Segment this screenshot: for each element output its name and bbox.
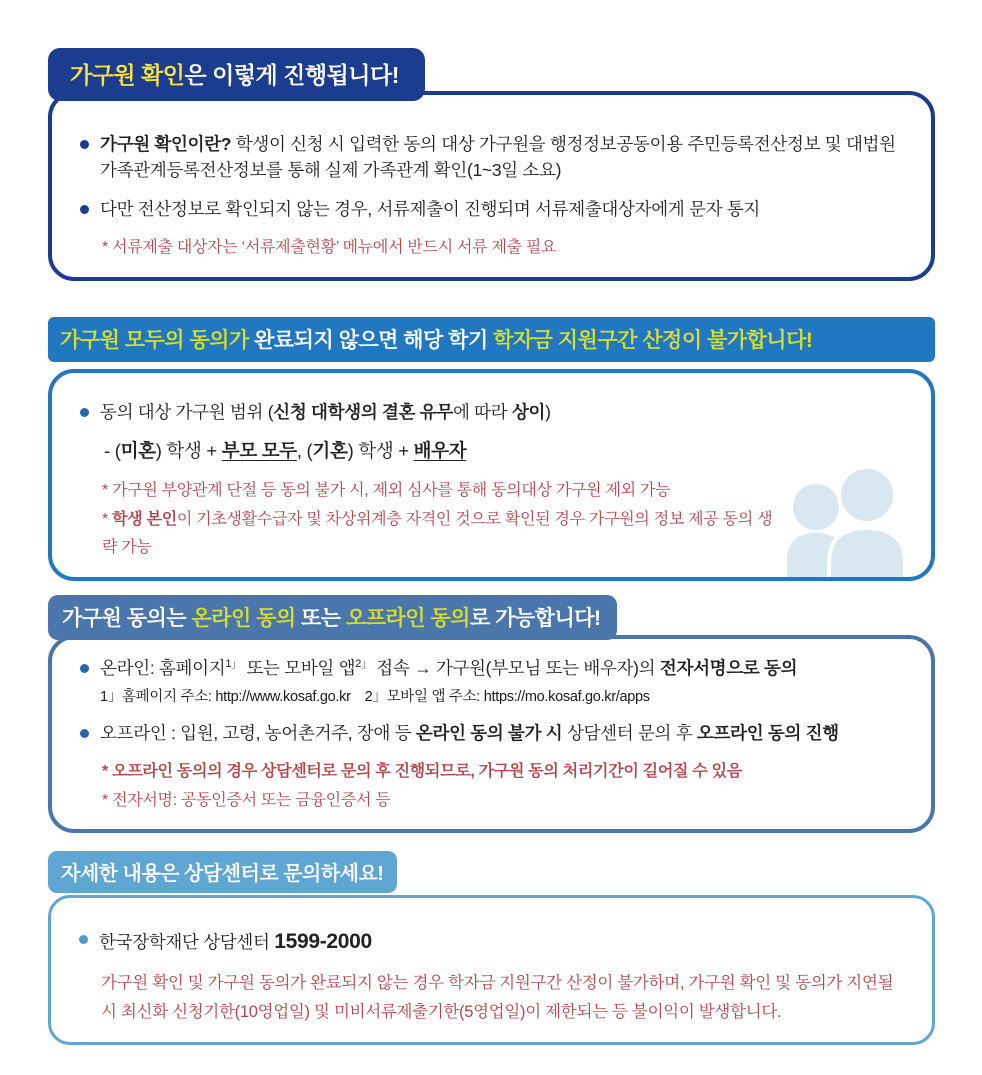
footnote-marker-2: 2」	[355, 657, 372, 670]
text-run: 동의 대상 가구원 범위 (	[100, 401, 274, 422]
text-run: 학생이 신청 시 입력한 동의 대상 가구원을 행정정보공동이용 주민등록전산정보 및 대법원 가족관계등록전산정보를 통해 실제 가족관계 확인(1~3일 소요)	[100, 134, 896, 181]
bold-run: 신청 대학생의 결혼 유무	[273, 401, 453, 422]
text-run: 접속 → 가구원(부모님 또는 배우자)의	[371, 657, 660, 678]
section3-header-banner	[48, 595, 617, 640]
text-run: ) 학생 +	[347, 440, 414, 462]
section3-header-highlight1: 온라인 동의	[191, 606, 296, 630]
section3-red-note1: * 오프라인 동의의 경우 상담센터로 문의 후 진행되므로, 가구원 동의 처리기간이 길어질 수 있음	[102, 763, 742, 781]
bold-run: 상이	[511, 401, 546, 422]
bold-run: 전자서명으로 동의	[659, 657, 798, 678]
bullet-contact-number	[77, 926, 904, 958]
bullet-text	[100, 655, 797, 681]
bold-run: 학생 본인	[112, 511, 177, 529]
bullet-icon	[80, 408, 89, 417]
section1-header-highlight: 가구원 확인	[70, 62, 185, 88]
section2-header-banner	[48, 317, 935, 362]
footnote-marker-1: 1」	[225, 657, 242, 670]
section2-header-text: 완료되지 않으면 해당 학기	[248, 328, 494, 352]
bullet-text	[100, 399, 551, 425]
bullet-household-check-definition	[78, 131, 903, 184]
text-run: 또는 모바일 앱	[241, 657, 356, 678]
section2-header-highlight2: 학자금 지원구간 산정이 불가합니다!	[493, 328, 813, 352]
section2-content-box	[48, 369, 935, 581]
section2-red-note1: * 가구원 부양관계 단절 등 동의 불가 시, 제외 심사를 통해 동의대상 가구원 제외 가능	[102, 482, 671, 500]
text-run: - (	[104, 440, 121, 462]
bold-run: 가구원 확인이란?	[100, 134, 232, 154]
underline-run: 부모 모두	[221, 440, 297, 462]
bold-run: 미혼	[120, 440, 156, 462]
household-members-icon	[779, 465, 911, 581]
text-run: ) 학생 +	[155, 440, 222, 462]
section4-header-text: 자세한 내용은 상담센터로 문의하세요!	[61, 862, 384, 885]
bold-run: 오프라인 동의 진행	[696, 723, 839, 743]
section-household-check-process	[48, 48, 935, 281]
section4-header-banner	[48, 851, 397, 893]
section4-red-warning: 가구원 확인 및 가구원 동의가 완료되지 않는 경우 학자금 지원구간 산정이 불가하며, 가구원 확인 및 동의가 지연될 시 최신화 신청기한(10영업일) 및 미비서류제출기한(5영업일)이 제한되는 등 불이익이 발생합니다.	[101, 974, 894, 1021]
bullet-text	[99, 926, 372, 958]
section1-content-box	[48, 91, 935, 281]
homepage-url-text: 1」홈페이지 주소: http://www.kosaf.go.kr	[100, 689, 351, 705]
underline-run: 배우자	[413, 440, 467, 462]
bullet-consent-scope	[78, 399, 781, 425]
text-run: *	[102, 511, 113, 529]
bullet-text	[100, 131, 903, 184]
consent-scope-detail	[104, 437, 781, 463]
text-run: 에 따라	[452, 401, 512, 422]
bullet-online-consent	[78, 655, 907, 681]
bullet-icon	[80, 664, 89, 673]
section3-header-highlight2: 오프라인 동의	[345, 606, 470, 630]
text-run: 한국장학재단 상담센터	[99, 931, 275, 952]
section2-red-note2	[102, 506, 781, 560]
text-run: 이 기초생활수급자 및 차상위계층 자격인 것으로 확인된 경우 가구원의 정보 제공 동의 생략 가능	[102, 511, 773, 556]
text-run: 온라인: 홈페이지	[100, 657, 226, 678]
phone-number: 1599-2000	[274, 929, 372, 953]
section-consent-methods	[48, 595, 935, 833]
bullet-icon	[80, 140, 89, 149]
section4-content-box	[48, 895, 935, 1045]
section3-content-box	[48, 635, 935, 833]
mobile-app-url-text: 2」모바일 앱 주소: https://mo.kosaf.go.kr/apps	[364, 689, 650, 705]
text-run: 상담센터 문의 후	[562, 723, 697, 743]
section1-header-tab	[48, 48, 425, 101]
section2-header-highlight1: 가구원 모두의 동의가	[60, 328, 249, 352]
section3-header-text: 로 가능합니다!	[469, 606, 601, 630]
section-contact-center	[48, 851, 935, 1045]
bullet-offline-consent	[78, 720, 907, 746]
bold-run: 기혼	[312, 440, 348, 462]
bullet-document-submission	[78, 196, 903, 222]
section3-header-text: 가구원 동의는	[62, 606, 192, 630]
section1-red-note: * 서류제출 대상자는 ‘서류제출현황’ 메뉴에서 반드시 서류 제출 필요	[102, 238, 557, 256]
text-run: , (	[296, 440, 313, 462]
bullet-icon	[80, 205, 89, 214]
bullet-icon	[79, 935, 88, 944]
section3-header-text: 또는	[295, 606, 346, 630]
section3-red-note2: * 전자서명: 공동인증서 또는 금융인증서 등	[102, 792, 391, 810]
section1-header-text: 은 이렇게 진행됩니다!	[184, 62, 399, 88]
bullet-text: 다만 전산정보로 확인되지 않는 경우, 서류제출이 진행되며 서류제출대상자에게 문자 통지	[100, 198, 761, 219]
text-run: )	[545, 401, 551, 422]
bullet-text	[100, 720, 839, 746]
text-run: 오프라인 : 입원, 고령, 농어촌거주, 장애 등	[100, 723, 416, 743]
bold-run: 온라인 동의 불가 시	[415, 723, 563, 743]
section-consent-required	[48, 317, 935, 581]
bullet-icon	[80, 729, 89, 738]
url-footnote	[100, 685, 907, 706]
